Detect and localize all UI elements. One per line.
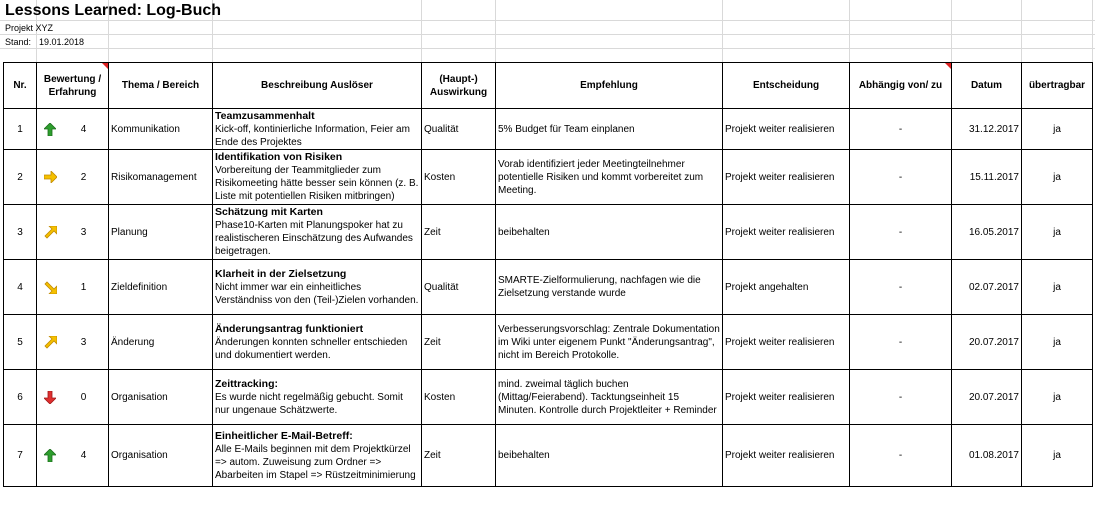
cell-abhaengig[interactable]: - bbox=[850, 150, 952, 205]
cell-bewertung[interactable] bbox=[37, 205, 109, 260]
table-row bbox=[4, 315, 1093, 370]
cell-thema[interactable]: Kommunikation bbox=[109, 109, 213, 150]
arrow-up-icon bbox=[39, 123, 61, 136]
score-value: 0 bbox=[80, 391, 87, 403]
cell-entscheidung[interactable]: Projekt weiter realisieren bbox=[723, 315, 850, 370]
stand-date[interactable]: 19.01.2018 bbox=[39, 37, 85, 47]
table-row bbox=[4, 150, 1093, 205]
arrow-diag-up-icon bbox=[39, 336, 61, 349]
cell-empfehlung[interactable]: Vorab identifiziert jeder Meetingteilnehmer potentielle Risiken und kommt vorbereitet zum Meeting. bbox=[496, 150, 723, 205]
gridline bbox=[0, 48, 1095, 49]
header-empfehlung[interactable]: Empfehlung bbox=[496, 63, 723, 109]
arrow-diag-down-icon bbox=[39, 281, 61, 294]
cell-entscheidung[interactable]: Projekt angehalten bbox=[723, 260, 850, 315]
header-nr[interactable]: Nr. bbox=[4, 63, 37, 109]
cell-beschreibung[interactable] bbox=[213, 370, 422, 425]
score-value: 3 bbox=[80, 226, 87, 238]
header-datum[interactable]: Datum bbox=[952, 63, 1022, 109]
cell-nr[interactable]: 5 bbox=[4, 315, 37, 370]
header-bewertung-label: Bewertung / Erfahrung bbox=[43, 73, 102, 98]
cell-abhaengig[interactable]: - bbox=[850, 370, 952, 425]
header-abhaengig-label: Abhängig von/ zu bbox=[858, 80, 943, 91]
score-value: 4 bbox=[80, 450, 87, 461]
cell-empfehlung[interactable]: mind. zweimal täglich buchen (Mittag/Feierabend). Tacktungseinheit 15 Minuten. Kontrolle durch Projektleiter + Reminder bbox=[496, 370, 723, 425]
description-text: Änderungen konnten schneller entschieden und dokumentiert werden. bbox=[215, 336, 408, 361]
header-entscheidung[interactable]: Entscheidung bbox=[723, 63, 850, 109]
score-value: 1 bbox=[80, 281, 87, 293]
cell-thema[interactable]: Organisation bbox=[109, 370, 213, 425]
header-abhaengig[interactable] bbox=[850, 63, 952, 109]
description-text: Es wurde nicht regelmäßig gebucht. Somit nur ungenaue Schätzwerte. bbox=[215, 391, 403, 416]
cell-auswirkung[interactable]: Kosten bbox=[422, 150, 496, 205]
cell-auswirkung[interactable]: Zeit bbox=[422, 425, 496, 487]
cell-beschreibung[interactable] bbox=[213, 205, 422, 260]
cell-abhaengig[interactable]: - bbox=[850, 425, 952, 487]
cell-entscheidung[interactable]: Projekt weiter realisieren bbox=[723, 109, 850, 150]
description-title: Klarheit in der Zielsetzung bbox=[215, 267, 347, 280]
description-title: Änderungsantrag funktioniert bbox=[215, 322, 364, 335]
cell-thema[interactable]: Risikomanagement bbox=[109, 150, 213, 205]
cell-datum[interactable]: 20.07.2017 bbox=[952, 370, 1022, 425]
gridline bbox=[951, 0, 952, 62]
project-name[interactable]: Projekt XYZ bbox=[5, 23, 54, 33]
gridline bbox=[722, 0, 723, 62]
comment-marker-icon bbox=[945, 63, 951, 69]
cell-datum[interactable]: 01.08.2017 bbox=[952, 425, 1022, 487]
cell-uebertragbar[interactable]: ja bbox=[1022, 109, 1093, 150]
table-row bbox=[4, 425, 1093, 487]
table-row bbox=[4, 260, 1093, 315]
description-title: Schätzung mit Karten bbox=[215, 206, 323, 218]
cell-auswirkung[interactable]: Zeit bbox=[422, 205, 496, 260]
cell-beschreibung[interactable] bbox=[213, 425, 422, 487]
gridline bbox=[421, 0, 422, 62]
arrow-down-icon bbox=[39, 391, 61, 404]
cell-entscheidung[interactable]: Projekt weiter realisieren bbox=[723, 150, 850, 205]
description-title: Teamzusammenhalt bbox=[215, 109, 315, 122]
cell-uebertragbar[interactable]: ja bbox=[1022, 260, 1093, 315]
score-value: 2 bbox=[80, 171, 87, 183]
cell-entscheidung[interactable]: Projekt weiter realisieren bbox=[723, 370, 850, 425]
arrow-right-icon bbox=[39, 171, 61, 183]
description-text: Kick-off, kontinierliche Information, Feier am Ende des Projektes bbox=[215, 123, 410, 148]
arrow-up-icon bbox=[39, 449, 61, 462]
cell-empfehlung[interactable]: Verbesserungsvorschlag: Zentrale Dokumentation im Wiki unter eigenem Punkt "Änderungsantrag", nicht im Bereich Protokolle. bbox=[496, 315, 723, 370]
description-text: Phase10-Karten mit Planungspoker hat zu realistischeren Einschätzung des Aufwandes beigetragen. bbox=[215, 220, 413, 257]
cell-empfehlung[interactable]: SMARTE-Zielformulierung, nachfagen wie die Zielsetzung verstande wurde bbox=[496, 260, 723, 315]
cell-auswirkung[interactable]: Qualität bbox=[422, 260, 496, 315]
description-title: Einheitlicher E-Mail-Betreff: bbox=[215, 429, 353, 442]
cell-thema[interactable]: Zieldefinition bbox=[109, 260, 213, 315]
sheet-title[interactable]: Lessons Learned: Log-Buch bbox=[5, 2, 222, 19]
description-title: Zeittracking: bbox=[215, 377, 279, 390]
cell-uebertragbar[interactable]: ja bbox=[1022, 150, 1093, 205]
cell-thema[interactable]: Änderung bbox=[109, 315, 213, 370]
cell-auswirkung[interactable]: Zeit bbox=[422, 315, 496, 370]
cell-bewertung[interactable] bbox=[37, 260, 109, 315]
cell-auswirkung[interactable]: Kosten bbox=[422, 370, 496, 425]
cell-datum[interactable]: 02.07.2017 bbox=[952, 260, 1022, 315]
cell-nr[interactable]: 1 bbox=[4, 109, 37, 150]
gridline bbox=[1092, 0, 1093, 62]
arrow-diag-up-icon bbox=[39, 226, 61, 239]
cell-beschreibung[interactable] bbox=[213, 315, 422, 370]
cell-datum[interactable]: 16.05.2017 bbox=[952, 205, 1022, 260]
cell-beschreibung[interactable] bbox=[213, 109, 422, 150]
cell-bewertung[interactable] bbox=[37, 370, 109, 425]
cell-abhaengig[interactable]: - bbox=[850, 315, 952, 370]
gridline bbox=[495, 0, 496, 62]
cell-empfehlung[interactable]: beibehalten bbox=[496, 205, 723, 260]
stand-label[interactable]: Stand: bbox=[5, 37, 32, 47]
header-thema[interactable]: Thema / Bereich bbox=[109, 63, 213, 109]
description-text: Nicht immer war ein einheitliches Verständniss von den (Teil-)Zielen vorhanden. bbox=[215, 281, 419, 306]
table-row bbox=[4, 109, 1093, 150]
cell-thema[interactable]: Organisation bbox=[109, 425, 213, 487]
cell-nr[interactable]: 6 bbox=[4, 370, 37, 425]
description-title: Identifikation von Risiken bbox=[215, 151, 343, 163]
cell-abhaengig[interactable]: - bbox=[850, 260, 952, 315]
header-bewertung[interactable] bbox=[37, 63, 109, 109]
gridline bbox=[0, 34, 1095, 35]
gridline bbox=[1021, 0, 1022, 62]
header-auswirkung[interactable]: (Haupt-) Auswirkung bbox=[422, 63, 496, 109]
cell-nr[interactable]: 4 bbox=[4, 260, 37, 315]
description-text: Vorbereitung der Teammitglieder zum Risikomeeting hätte besser sein können (z. B. Liste mit potentiellen Risiken mitbringen) bbox=[215, 165, 419, 202]
cell-abhaengig[interactable]: - bbox=[850, 109, 952, 150]
cell-uebertragbar[interactable]: ja bbox=[1022, 315, 1093, 370]
cell-uebertragbar[interactable]: ja bbox=[1022, 370, 1093, 425]
cell-uebertragbar[interactable]: ja bbox=[1022, 205, 1093, 260]
cell-abhaengig[interactable]: - bbox=[850, 205, 952, 260]
gridline bbox=[0, 20, 1095, 21]
header-row bbox=[4, 63, 1093, 109]
comment-marker-icon bbox=[102, 63, 108, 69]
cell-beschreibung[interactable] bbox=[213, 150, 422, 205]
cell-bewertung[interactable] bbox=[37, 425, 109, 487]
cell-datum[interactable]: 15.11.2017 bbox=[952, 150, 1022, 205]
header-uebertragbar[interactable]: übertragbar bbox=[1022, 63, 1093, 109]
cell-entscheidung[interactable]: Projekt weiter realisieren bbox=[723, 205, 850, 260]
table-row bbox=[4, 370, 1093, 425]
header-beschreibung[interactable]: Beschreibung Auslöser bbox=[213, 63, 422, 109]
cell-nr[interactable]: 7 bbox=[4, 425, 37, 487]
cell-datum[interactable]: 20.07.2017 bbox=[952, 315, 1022, 370]
score-value: 3 bbox=[80, 336, 87, 348]
cell-nr[interactable]: 2 bbox=[4, 150, 37, 205]
cell-entscheidung[interactable]: Projekt weiter realisieren bbox=[723, 425, 850, 487]
lessons-learned-table bbox=[3, 62, 1093, 487]
table-row bbox=[4, 205, 1093, 260]
cell-beschreibung[interactable] bbox=[213, 260, 422, 315]
cell-uebertragbar[interactable]: ja bbox=[1022, 425, 1093, 487]
cell-empfehlung[interactable]: 5% Budget für Team einplanen bbox=[496, 109, 723, 150]
cell-auswirkung[interactable]: Qualität bbox=[422, 109, 496, 150]
cell-thema[interactable]: Planung bbox=[109, 205, 213, 260]
cell-datum[interactable]: 31.12.2017 bbox=[952, 109, 1022, 150]
cell-nr[interactable]: 3 bbox=[4, 205, 37, 260]
cell-bewertung[interactable] bbox=[37, 315, 109, 370]
description-text: Alle E-Mails beginnen mit dem Projektkürzel => autom. Zuweisung zum Ordner => Abarbeiten im Stapel => Rüstzeitminimierung bbox=[215, 443, 416, 481]
cell-bewertung[interactable] bbox=[37, 150, 109, 205]
score-value: 4 bbox=[80, 123, 87, 135]
cell-bewertung[interactable] bbox=[37, 109, 109, 150]
gridline bbox=[849, 0, 850, 62]
cell-empfehlung[interactable]: beibehalten bbox=[496, 425, 723, 487]
